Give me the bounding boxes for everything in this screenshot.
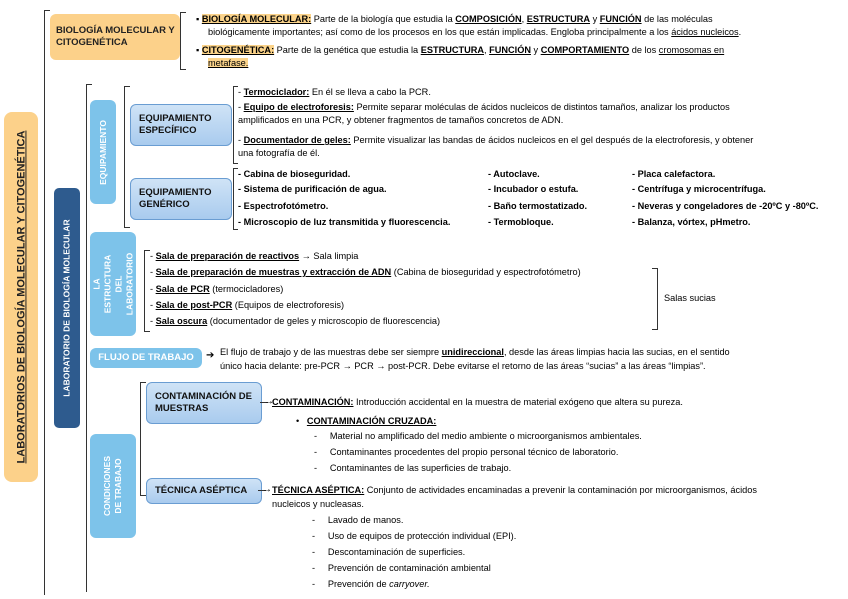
gen-c1-2: - Espectrofotómetro. — [238, 201, 329, 211]
gen-c3-1: - Centrífuga y microcentrífuga. — [632, 184, 766, 194]
room-1: - Sala de preparación de muestras y extracción de ADN (Cabina de bioseguridad y espectrofotómetro) — [150, 267, 581, 277]
salas-sucias-brace — [652, 268, 658, 330]
aseptica-box: TÉCNICA ASÉPTICA — [146, 478, 262, 504]
room-3: - Sala de post-PCR (Equipos de electroforesis) — [150, 300, 345, 310]
aseptica-arrow: → — [262, 484, 272, 495]
cruzada-item-2: - Contaminantes de las superficies de trabajo. — [314, 463, 512, 473]
gen-c3-2: - Neveras y congeladores de -20ºC y -80ºC. — [632, 201, 819, 211]
estructura-tab: LA ESTRUCTURA DEL LABORATORIO — [90, 232, 136, 336]
cruzada-item-1: - Contaminantes procedentes del propio personal técnico de laboratorio. — [314, 447, 619, 457]
lab-vertical-line — [86, 84, 87, 592]
contaminacion-box: CONTAMINACIÓN DE MUESTRAS — [146, 382, 262, 424]
aseptica-item-1: - Uso de equipos de protección individual (EPI). — [312, 531, 517, 541]
esp-line-0: - Termociclador: En él se lleva a cabo la PCR. — [238, 87, 431, 97]
aseptica-item-2: - Descontaminación de superficies. — [312, 547, 466, 557]
gen-c1-0: - Cabina de bioseguridad. — [238, 169, 351, 179]
main-title: LABORATORIOS DE BIOLOGÍA MOLECULAR Y CITOGENÉTICA — [15, 130, 27, 464]
main-top-connector — [44, 10, 50, 11]
top-brace — [180, 12, 186, 70]
citogen-term: CITOGENÉTICA: — [201, 45, 275, 55]
gen-c1-1: - Sistema de purificación de agua. — [238, 184, 387, 194]
bullet-2: ▪ — [196, 45, 202, 55]
bio-mol-line-1: ▪ BIOLOGÍA MOLECULAR: Parte de la biología que estudia la COMPOSICIÓN, ESTRUCTURA y FUNCIÓN de las moléculas — [196, 14, 713, 24]
cruzada-title: • CONTAMINACIÓN CRUZADA: — [296, 416, 437, 426]
gen-c2-1: - Incubador o estufa. — [488, 184, 579, 194]
contaminacion-arrow: → — [264, 396, 274, 407]
cruzada-bullet: • — [296, 416, 307, 426]
esp-line-2: amplificados en una PCR, y obtener fragmentos de tamaños concretos de ADN. — [238, 115, 564, 125]
top-topic-box: BIOLOGÍA MOLECULAR Y CITOGENÉTICA — [50, 14, 180, 60]
aseptica-item-3: - Prevención de contaminación ambiental — [312, 563, 491, 573]
esp-line-3: - Documentador de geles: Permite visualizar las bandas de ácidos nucleicos en el gel después de la electroforesis, y obtener — [238, 135, 754, 145]
room-4: - Sala oscura (documentador de geles y microscopio de fluorescencia) — [150, 316, 441, 326]
bullet-1: ▪ — [196, 14, 202, 24]
salas-sucias-label: Salas sucias — [664, 293, 716, 303]
citogen-line-1: ▪ CITOGENÉTICA: Parte de la genética que estudia la ESTRUCTURA, FUNCIÓN y COMPORTAMIENTO de los cromosomas en — [196, 45, 725, 55]
equip-tab: EQUIPAMIENTO — [90, 100, 116, 204]
bio-mol-term: BIOLOGÍA MOLECULAR: — [201, 14, 312, 24]
room-2: - Sala de PCR (termocicladores) — [150, 284, 284, 294]
equip-especifico-box: EQUIPAMIENTO ESPECÍFICO — [130, 104, 232, 146]
lab-title: LABORATORIO DE BIOLOGÍA MOLECULAR — [62, 219, 72, 397]
gen-c1-3: - Microscopio de luz transmitida y fluorescencia. — [238, 217, 451, 227]
aseptica-item-4: - Prevención de carryover. — [312, 579, 430, 589]
aseptica-item-0: - Lavado de manos. — [312, 515, 404, 525]
flujo-arrow: ➔ — [206, 350, 215, 361]
lab-top-connector — [86, 84, 92, 85]
condiciones-tab: CONDICIONES DE TRABAJO — [90, 434, 136, 538]
gen-c2-2: - Baño termostatizado. — [488, 201, 588, 211]
cruzada-item-0: - Material no amplificado del medio ambiente o microorganismos ambientales. — [314, 431, 642, 441]
citogen-line-2: metafase. — [208, 58, 249, 68]
esp-line-1: - Equipo de electroforesis: Permite separar moléculas de ácidos nucleicos de distintos tamaños, analizar los productos — [238, 102, 730, 112]
room-0: - Sala de preparación de reactivos → Sala limpia — [150, 251, 359, 261]
gen-c2-0: - Autoclave. — [488, 169, 540, 179]
gen-c3-0: - Placa calefactora. — [632, 169, 716, 179]
aseptica-def-1: TÉCNICA ASÉPTICA: Conjunto de actividades encaminadas a prevenir la contaminación por microorganismos, ácidos — [272, 485, 757, 495]
flujo-line-2: único hacia delante: pre-PCR → PCR → post-PCR. Debe evitarse el retorno de las áreas “sucias” a las áreas “limpias”. — [220, 361, 706, 371]
flujo-box: FLUJO DE TRABAJO — [90, 348, 202, 368]
equip-generico-box: EQUIPAMIENTO GENÉRICO — [130, 178, 232, 220]
main-vertical-line — [44, 10, 45, 595]
gen-c3-3: - Balanza, vórtex, pHmetro. — [632, 217, 751, 227]
esp-line-4: una fotografía de él. — [238, 148, 320, 158]
aseptica-def-2: nucleicos y nucleasas. — [272, 499, 364, 509]
gen-c2-3: - Termobloque. — [488, 217, 554, 227]
bio-mol-line-2: biológicamente importantes; así como de los procesos en los que están implicadas. Engloba principalmente a los ácidos nucleicos. — [208, 27, 742, 37]
contaminacion-def: CONTAMINACIÓN: Introducción accidental en la muestra de material exógeno que altera su pureza. — [272, 397, 683, 407]
flujo-line-1: El flujo de trabajo y de las muestras debe ser siempre unidireccional, desde las áreas limpias hacia las sucias, en el sentido — [220, 347, 730, 357]
